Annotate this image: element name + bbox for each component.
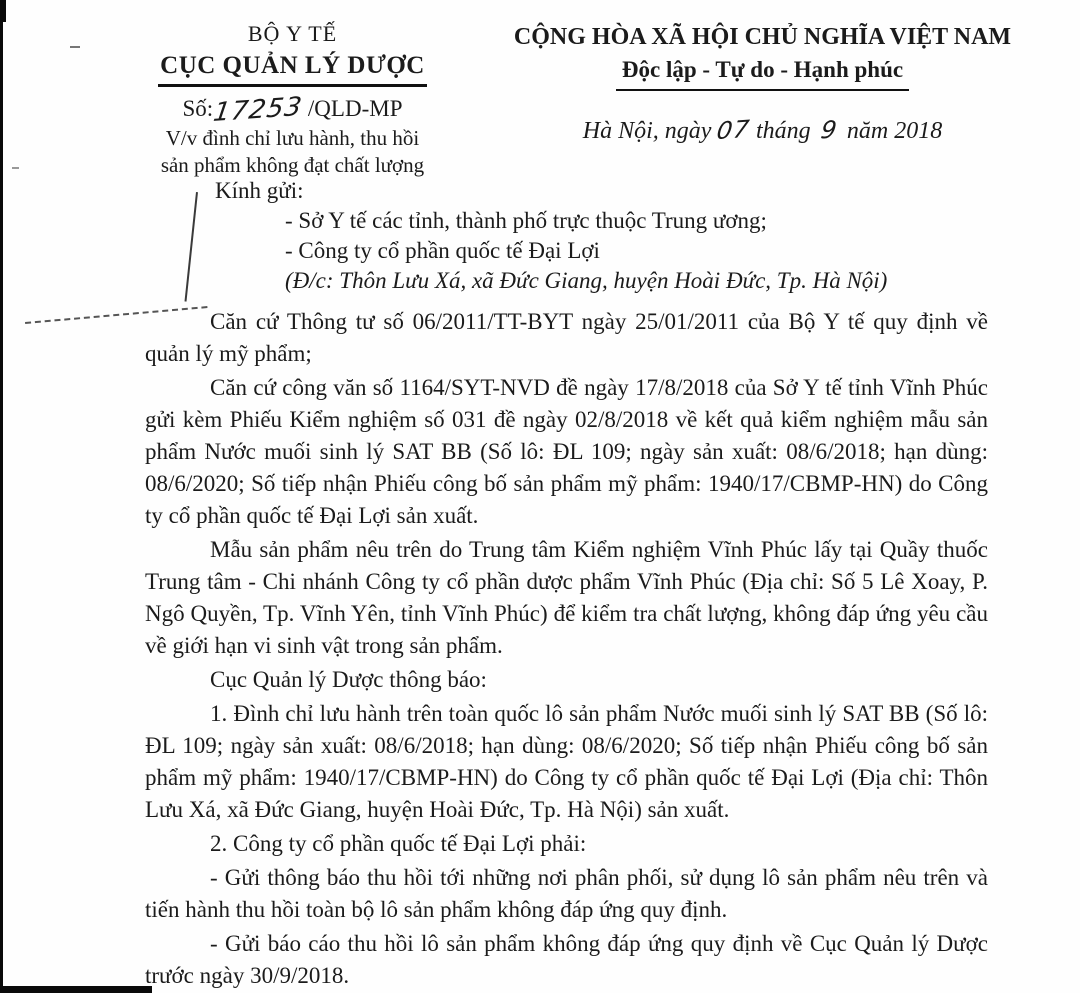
paragraph-announcement-lead: Cục Quản lý Dược thông báo:: [210, 667, 487, 692]
paragraph-legal-basis-1: Căn cứ Thông tư số 06/2011/TT-BYT ngày 25/01/2011 của Bộ Y tế quy định về quản lý mỹ phẩm;: [145, 309, 988, 366]
scan-pen-line-vertical: [185, 192, 198, 302]
recipient-item: - Sở Y tế các tỉnh, thành phố trực thuộc Trung ương;: [285, 208, 767, 233]
document-subject-line1: V/v đình chỉ lưu hành, thu hồi: [165, 126, 420, 151]
document-number-suffix: /QLD-MP: [307, 95, 403, 121]
scan-edge-left: [0, 0, 3, 993]
document-number-label: Số:: [182, 95, 214, 121]
paragraph-item-2-bullet-1: - Gửi thông báo thu hồi tới những nơi phân phối, sử dụng lô sản phẩm nêu trên và tiến hành thu hồi toàn bộ lô sản phẩm không đáp ứng quy định.: [145, 865, 988, 922]
document-number: [140, 91, 445, 128]
ministry-name: BỘ Y TẾ: [247, 21, 338, 46]
scan-speck: [70, 46, 80, 48]
recipient-item: - Công ty cổ phần quốc tế Đại Lợi: [285, 238, 600, 263]
document-subject-line2: sản phẩm không đạt chất lượng: [160, 153, 425, 178]
scan-edge-left-top: [0, 0, 6, 22]
place-date-line: [495, 115, 1030, 147]
scan-edge-bottom: [0, 986, 152, 993]
issuing-agency-block: [140, 20, 445, 178]
national-header-block: [495, 22, 1030, 147]
department-name: CỤC QUẢN LÝ DƯỢC: [158, 50, 427, 87]
paragraph-item-2-bullet-2: - Gửi báo cáo thu hồi lô sản phẩm không đáp ứng quy định về Cục Quản lý Dược trước ngày 30/9/2018.: [145, 931, 988, 988]
paragraph-item-1: 1. Đình chỉ lưu hành trên toàn quốc lô sản phẩm Nước muối sinh lý SAT BB (Số lô: ĐL 109; ngày sản xuất: 08/6/2018; hạn dùng: 08/6/2020; Số tiếp nhận Phiếu công bố sản phẩm mỹ phẩm: 1940/17/CBMP-HN) do Công ty cổ phần quốc tế Đại Lợi (Địa chỉ: Thôn Lưu Xá, xã Đức Giang, huyện Hoài Đức, Tp. Hà Nội) sản xuất.: [145, 701, 988, 822]
scan-speck: [12, 167, 19, 169]
paragraph-sample-info: Mẫu sản phẩm nêu trên do Trung tâm Kiểm nghiệm Vĩnh Phúc lấy tại Quầy thuốc Trung tâm - Chi nhánh Công ty cổ phần dược phẩm Vĩnh Phúc (Địa chỉ: Số 5 Lê Xoay, P. Ngô Quyền, Tp. Vĩnh Yên, tỉnh Vĩnh Phúc) để kiểm tra chất lượng, không đáp ứng yêu cầu về giới hạn vi sinh vật trong sản phẩm.: [145, 537, 988, 658]
salutation: Kính gửi:: [215, 178, 304, 203]
paragraph-item-2: 2. Công ty cổ phần quốc tế Đại Lợi phải:: [210, 831, 587, 856]
date-suffix: năm 2018: [846, 118, 943, 145]
date-month-handwritten: 9: [818, 115, 840, 145]
date-prefix: Hà Nội, ngày: [582, 118, 712, 145]
document-body: [145, 306, 988, 993]
national-title: CỘNG HÒA XÃ HỘI CHỦ NGHĨA VIỆT NAM: [513, 24, 1012, 50]
recipient-address-note: (Đ/c: Thôn Lưu Xá, xã Đức Giang, huyện Hoài Đức, Tp. Hà Nội): [285, 268, 888, 293]
document-number-handwritten: 17253: [211, 91, 305, 128]
date-day-handwritten: 07: [715, 114, 753, 146]
date-thang: tháng: [755, 118, 811, 145]
paragraph-legal-basis-2: Căn cứ công văn số 1164/SYT-NVD đề ngày 17/8/2018 của Sở Y tế tỉnh Vĩnh Phúc gửi kèm Phiếu Kiểm nghiệm số 031 đề ngày 02/8/2018 về kết quả kiểm nghiệm mẫu sản phẩm Nước muối sinh lý SAT BB (Số lô: ĐL 109; ngày sản xuất: 08/6/2018; hạn dùng: 08/6/2020; Số tiếp nhận Phiếu công bố sản phẩm mỹ phẩm: 1940/17/CBMP-HN) do Công ty cổ phần quốc tế Đại Lợi sản xuất.: [145, 375, 988, 528]
national-motto: Độc lập - Tự do - Hạnh phúc: [616, 55, 909, 91]
recipients-block: [215, 176, 887, 296]
